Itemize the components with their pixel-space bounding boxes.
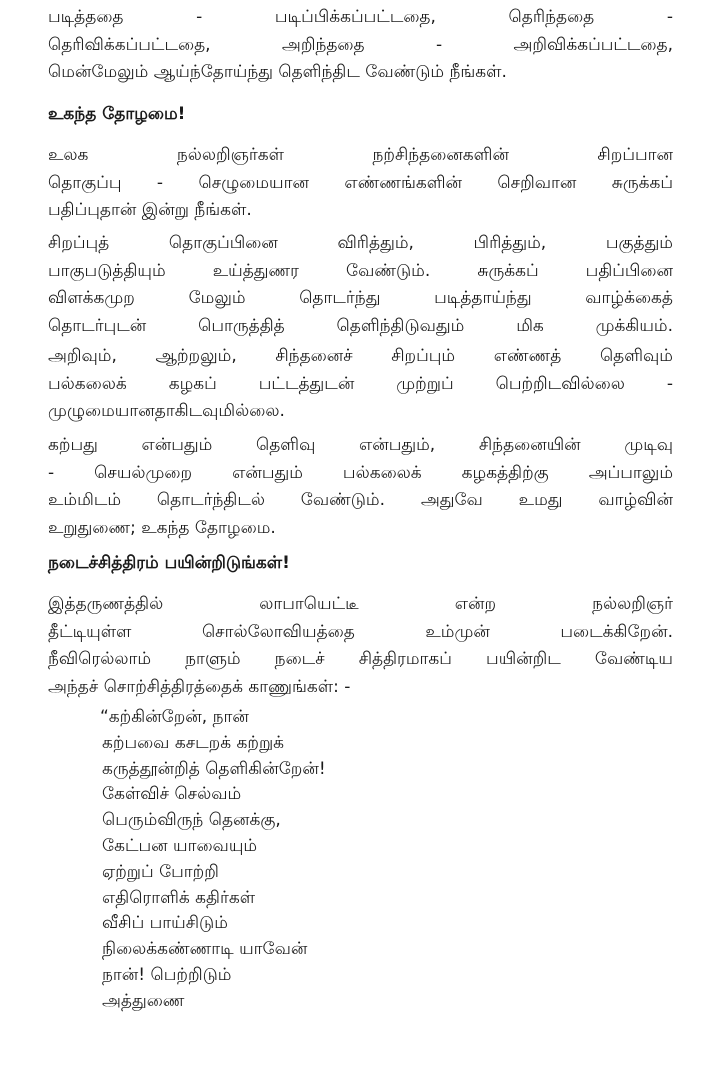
poem-line: கேட்பன யாவையும்	[102, 835, 258, 856]
paragraph-line: உலக நல்லறிஞர்கள் நற்சிந்தனைகளின் சிறப்பான	[48, 145, 673, 165]
poem-line: வீசிப் பாய்சிடும்	[102, 913, 228, 934]
paragraph-line: - செயல்முறை என்பதும் பல்கலைக் கழகத்திற்கு அப்பாலும்	[48, 462, 673, 483]
paragraph-line: அந்தச் சொற்சித்திரத்தைக் காணுங்கள்: -	[48, 676, 351, 697]
paragraph-line: உம்மிடம் தொடர்ந்திடல் வேண்டும். அதுவே உமது வாழ்வின்	[48, 490, 673, 510]
paragraph	[48, 343, 673, 426]
paragraph	[48, 4, 673, 87]
poem-line: எதிரொளிக் கதிர்கள்	[102, 887, 256, 908]
paragraph-line: தொகுப்பு - செழுமையான எண்ணங்களின் செறிவான சுருக்கப்	[48, 172, 673, 193]
poem-line: நிலைக்கண்ணாடி யாவேன்	[102, 939, 308, 960]
paragraph-line: நீவிரெல்லாம் நாளும் நடைச் சித்திரமாகப் பயின்றிட வேண்டிய	[48, 649, 673, 669]
poem-line: பெரும்விருந் தெனக்கு,	[102, 810, 281, 831]
poem-line: அத்துணை	[102, 990, 185, 1011]
paragraph-line: விளக்கமுற மேலும் தொடர்ந்து படித்தாய்ந்து வாழ்க்கைத்	[48, 288, 673, 308]
poem-line: கற்பவை கசடறக் கற்றுக்	[102, 732, 285, 753]
paragraph-line: உறுதுணை; உகந்த தோழமை.	[48, 517, 276, 538]
poem-line: “கற்கின்றேன், நான்	[100, 707, 249, 727]
paragraph-line: இத்தருணத்தில் லாபாயெட்டீ என்ற நல்லறிஞர்	[48, 594, 673, 614]
paragraph	[48, 230, 673, 340]
paragraph-line: தொடர்புடன் பொருத்தித் தெளிந்திடுவதும் மிக முக்கியம்.	[48, 315, 673, 336]
paragraph-line: தெரிவிக்கப்பட்டதை, அறிந்ததை - அறிவிக்கப்பட்டதை,	[48, 34, 673, 55]
poem-block	[102, 705, 326, 1015]
paragraph-line: பாகுபடுத்தியும் உய்த்துணர வேண்டும். சுருக்கப் பதிப்பினை	[48, 260, 673, 281]
paragraph-line: சிறப்புத் தொகுப்பினை விரித்தும், பிரித்தும், பகுத்தும்	[48, 233, 673, 253]
poem-line: கேள்விச் செல்வம்	[102, 784, 242, 805]
paragraph-line: மென்மேலும் ஆய்ந்தோய்ந்து தெளிந்திட வேண்டும் நீங்கள்.	[48, 62, 507, 82]
poem-line: ஏற்றுப் போற்றி	[102, 861, 219, 882]
paragraph	[48, 591, 673, 701]
paragraph	[48, 142, 673, 225]
paragraph-line: தீட்டியுள்ள சொல்லோவியத்தை உம்முன் படைக்கிறேன்.	[48, 621, 673, 642]
paragraph-line: படித்ததை - படிப்பிக்கப்பட்டதை, தெரிந்ததை -	[48, 7, 673, 27]
paragraph-line: முழுமையானதாகிடவுமில்லை.	[48, 401, 285, 421]
poem-line: கருத்தூன்றித் தெளிகின்றேன்!	[102, 758, 326, 779]
section-heading: நடைச்சித்திரம் பயின்றிடுங்கள்!	[48, 553, 290, 573]
paragraph-line: பல்கலைக் கழகப் பட்டத்துடன் முற்றுப் பெற்றிடவில்லை -	[48, 373, 673, 394]
paragraph	[48, 432, 673, 542]
paragraph-line: கற்பது என்பதும் தெளிவு என்பதும், சிந்தனையின் முடிவு	[48, 435, 673, 455]
paragraph-line: அறிவும், ஆற்றலும், சிந்தனைச் சிறப்பும் எண்ணத் தெளிவும்	[48, 346, 673, 366]
paragraph-line: பதிப்புதான் இன்று நீங்கள்.	[48, 200, 252, 220]
section-heading: உகந்த தோழமை!	[48, 104, 186, 124]
poem-line: நான்! பெற்றிடும்	[102, 964, 232, 985]
